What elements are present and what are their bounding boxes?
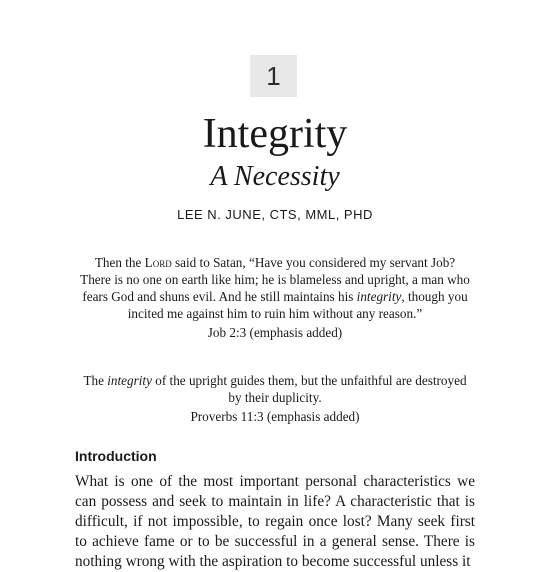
quote-lord: Lord (144, 255, 172, 270)
chapter-number-box (250, 55, 297, 97)
chapter-title: Integrity (202, 111, 348, 157)
quote-emphasis: integrity (107, 373, 152, 388)
quote-text: The (83, 373, 108, 388)
quote-citation: Proverbs 11:3 (emphasis added) (190, 409, 360, 424)
epigraph-job (80, 254, 470, 341)
quote-text: Then the (94, 255, 145, 270)
quote-text: , though you incited me against him to ruin him without any reason.” (127, 289, 468, 321)
epigraph-proverbs (80, 372, 470, 425)
chapter-subtitle: A Necessity (210, 161, 340, 192)
quote-text: of the upright guides them, but the unfaithful are destroyed by their duplicity. (151, 373, 467, 405)
body-paragraph: What is one of the most important personal characteristics we can possess and seek to maintain in life? A characteristic that is difficult, if not impossible, to regain once lost? Many seek first to achieve fame or to be successful in a general sense. There is nothing wrong with the aspiration to become successful unless it (75, 473, 475, 570)
section-heading: Introduction (75, 448, 157, 464)
author-byline: LEE N. JUNE, CTS, MML, PHD (177, 207, 373, 222)
quote-emphasis: integrity (356, 289, 402, 304)
chapter-number: 1 (266, 60, 281, 91)
quote-citation: Job 2:3 (emphasis added) (207, 325, 343, 340)
quote-text: said to Satan, “Have you considered my servant Job? There is no one on earth like him; he is blameless and upright, a man who fears God and shuns evil. And he still maintains his (80, 255, 470, 304)
